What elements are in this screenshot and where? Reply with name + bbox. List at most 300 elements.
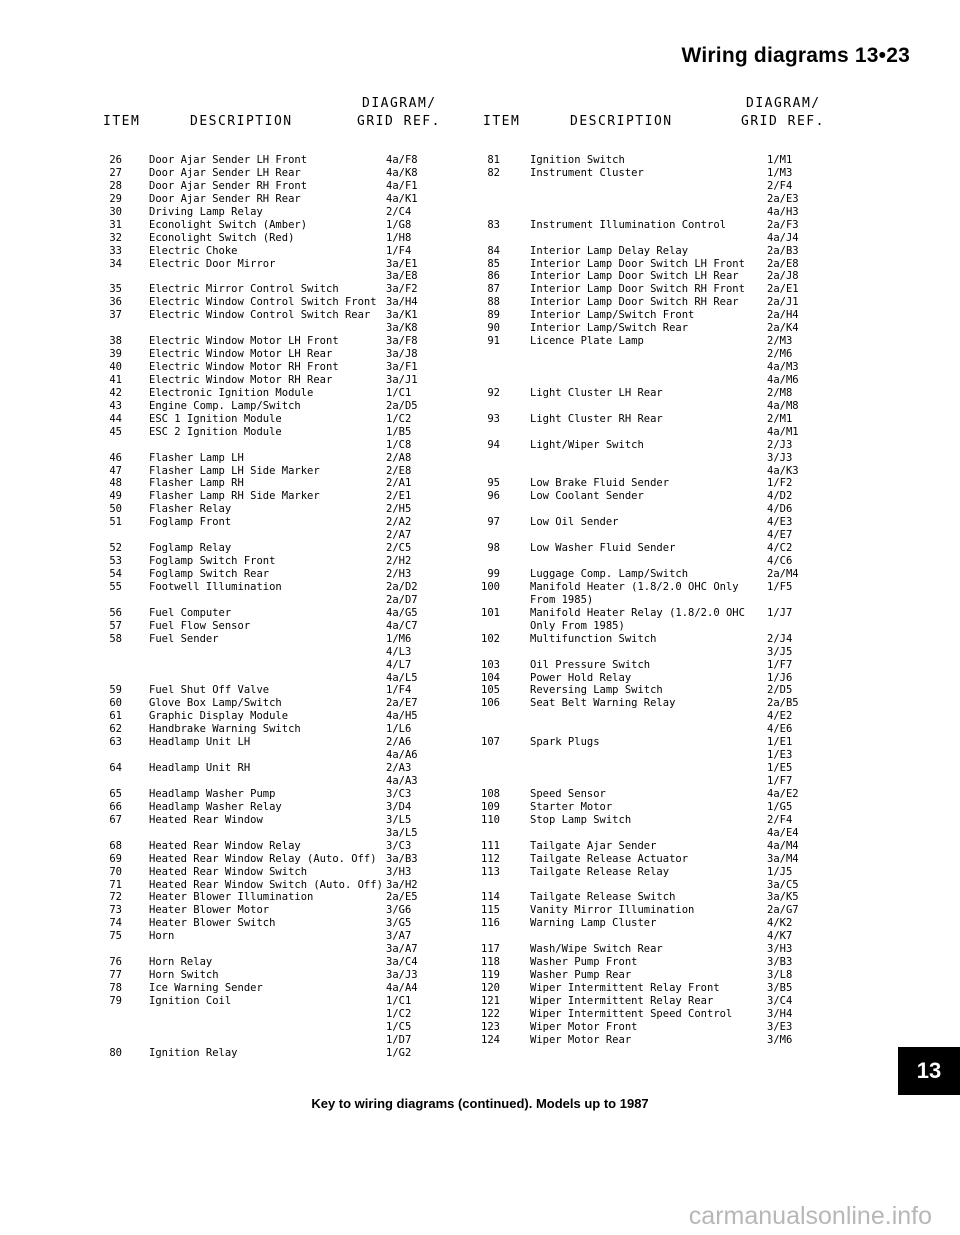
item-number: 60 bbox=[109, 697, 122, 710]
table-row bbox=[470, 1034, 830, 1047]
item-number: 26 bbox=[109, 154, 122, 166]
item-description: Foglamp Front bbox=[149, 516, 232, 529]
table-row bbox=[100, 296, 440, 309]
item-description: Warning Lamp Cluster bbox=[530, 917, 657, 930]
table-row bbox=[470, 697, 830, 710]
grid-reference: 4a/M4 bbox=[767, 839, 799, 852]
table-row bbox=[470, 154, 830, 167]
table-row bbox=[100, 879, 440, 892]
grid-reference: 3a/J1 bbox=[386, 373, 418, 386]
grid-reference: 4a/L5 bbox=[386, 671, 418, 684]
grid-reference: 3a/C5 bbox=[767, 878, 799, 891]
item-description: Low Oil Sender bbox=[530, 516, 619, 529]
left-diagram-heading: DIAGRAM/ bbox=[362, 96, 437, 111]
grid-reference: 4a/E2 bbox=[767, 787, 799, 800]
item-number: 79 bbox=[109, 994, 122, 1007]
grid-reference: 2/F4 bbox=[767, 179, 793, 192]
table-row bbox=[100, 180, 440, 193]
item-number: 30 bbox=[109, 205, 122, 218]
grid-reference: 3/A7 bbox=[386, 930, 412, 943]
grid-reference: 3/L5 bbox=[386, 813, 412, 826]
grid-reference: 3/H3 bbox=[767, 943, 793, 956]
grid-reference: 3/H4 bbox=[767, 1007, 793, 1020]
grid-reference: 4a/M8 bbox=[767, 399, 799, 412]
watermark: carmanualsonline.info bbox=[688, 1202, 932, 1230]
grid-reference: 3/C3 bbox=[386, 787, 412, 800]
table-row bbox=[100, 555, 440, 568]
table-row bbox=[470, 891, 830, 904]
item-description: Headlamp Unit RH bbox=[149, 762, 251, 775]
item-description: Electric Window Control Switch Front bbox=[149, 296, 377, 309]
table-row bbox=[100, 270, 440, 283]
table-row bbox=[470, 322, 830, 335]
grid-reference: 4a/K8 bbox=[386, 166, 418, 179]
grid-reference: 2/M3 bbox=[767, 335, 793, 348]
table-row bbox=[470, 452, 830, 465]
right-diagram-heading: DIAGRAM/ bbox=[746, 96, 821, 111]
item-description: Starter Motor bbox=[530, 800, 613, 813]
table-row bbox=[100, 516, 440, 529]
item-description: Footwell Illumination bbox=[149, 580, 282, 593]
grid-reference: 1/F2 bbox=[767, 477, 793, 490]
table-row bbox=[100, 335, 440, 348]
item-number: 109 bbox=[481, 800, 500, 813]
table-row bbox=[100, 607, 440, 620]
table-row bbox=[470, 542, 830, 555]
table-row bbox=[470, 581, 830, 594]
table-row bbox=[100, 775, 440, 788]
item-number: 113 bbox=[481, 865, 500, 878]
item-number: 37 bbox=[109, 309, 122, 322]
item-description: Door Ajar Sender LH Front bbox=[149, 154, 308, 166]
item-number: 112 bbox=[481, 852, 500, 865]
item-number: 81 bbox=[487, 154, 500, 166]
item-description: Electronic Ignition Module bbox=[149, 386, 314, 399]
table-row bbox=[470, 917, 830, 930]
table-row bbox=[470, 646, 830, 659]
item-description: Headlamp Washer Pump bbox=[149, 787, 276, 800]
table-row bbox=[470, 283, 830, 296]
item-number: 57 bbox=[109, 619, 122, 632]
item-number: 68 bbox=[109, 839, 122, 852]
item-number: 71 bbox=[109, 878, 122, 891]
item-number: 111 bbox=[481, 839, 500, 852]
table-row bbox=[100, 969, 440, 982]
grid-reference: 2a/E7 bbox=[386, 697, 418, 710]
item-number: 56 bbox=[109, 606, 122, 619]
table-row bbox=[470, 180, 830, 193]
table-row bbox=[100, 154, 440, 167]
item-description: Fuel Sender bbox=[149, 632, 219, 645]
grid-reference: 2/A3 bbox=[386, 762, 412, 775]
item-description: Electric Window Motor RH Front bbox=[149, 361, 339, 373]
grid-reference: 3a/J8 bbox=[386, 348, 418, 361]
grid-reference: 2a/J8 bbox=[767, 270, 799, 283]
item-description: Heated Rear Window Relay (Auto. Off) bbox=[149, 852, 377, 865]
item-description: Ignition Switch bbox=[530, 154, 625, 166]
table-row bbox=[470, 814, 830, 827]
grid-reference: 4a/H3 bbox=[767, 205, 799, 218]
grid-reference: 4a/F1 bbox=[386, 179, 418, 192]
item-number: 84 bbox=[487, 244, 500, 257]
grid-reference: 4/K2 bbox=[767, 917, 793, 930]
table-row bbox=[100, 1008, 440, 1021]
item-number: 55 bbox=[109, 580, 122, 593]
grid-reference: 4a/M3 bbox=[767, 361, 799, 373]
table-row bbox=[100, 309, 440, 322]
item-description: Heater Blower Switch bbox=[149, 917, 276, 930]
grid-reference: 1/L6 bbox=[386, 723, 412, 736]
grid-reference: 2a/B5 bbox=[767, 697, 799, 710]
grid-reference: 4/C2 bbox=[767, 542, 793, 555]
grid-reference: 3/G5 bbox=[386, 917, 412, 930]
item-description: Econolight Switch (Amber) bbox=[149, 218, 308, 231]
grid-reference: 2a/M4 bbox=[767, 568, 799, 580]
item-number: 32 bbox=[109, 231, 122, 244]
item-description: Multifunction Switch bbox=[530, 632, 657, 645]
grid-reference: 1/F4 bbox=[386, 244, 412, 257]
grid-reference: 4/E2 bbox=[767, 710, 793, 723]
grid-reference: 4/K7 bbox=[767, 930, 793, 943]
item-number: 54 bbox=[109, 568, 122, 580]
table-row bbox=[470, 633, 830, 646]
table-row bbox=[100, 840, 440, 853]
table-row bbox=[100, 1047, 440, 1060]
grid-reference: 2/A7 bbox=[386, 529, 412, 542]
item-number: 93 bbox=[487, 412, 500, 425]
item-description: Heated Rear Window Switch bbox=[149, 865, 308, 878]
grid-reference: 1/B5 bbox=[386, 425, 412, 438]
grid-reference: 2a/D2 bbox=[386, 580, 418, 593]
grid-reference: 1/M3 bbox=[767, 166, 793, 179]
table-row bbox=[100, 193, 440, 206]
table-row bbox=[100, 490, 440, 503]
grid-reference: 2/H3 bbox=[386, 568, 412, 580]
grid-reference: 1/C5 bbox=[386, 1020, 412, 1033]
grid-reference: 1/G5 bbox=[767, 800, 793, 813]
item-description: Power Hold Relay bbox=[530, 671, 632, 684]
grid-reference: 2/H2 bbox=[386, 555, 412, 568]
grid-reference: 4/C6 bbox=[767, 555, 793, 568]
table-row bbox=[100, 206, 440, 219]
table-row bbox=[470, 309, 830, 322]
grid-reference: 3a/K5 bbox=[767, 891, 799, 904]
item-description: Wash/Wipe Switch Rear bbox=[530, 943, 663, 956]
grid-reference: 3a/C4 bbox=[386, 956, 418, 969]
grid-reference: 2/F4 bbox=[767, 813, 793, 826]
grid-reference: 4a/A3 bbox=[386, 775, 418, 787]
item-number: 40 bbox=[109, 361, 122, 373]
table-row bbox=[100, 283, 440, 296]
item-number: 123 bbox=[481, 1020, 500, 1033]
item-description: Heated Rear Window Relay bbox=[149, 839, 301, 852]
table-row bbox=[470, 930, 830, 943]
table-row bbox=[100, 361, 440, 374]
table-row bbox=[470, 490, 830, 503]
item-description: Electric Mirror Control Switch bbox=[149, 283, 339, 296]
item-description: Graphic Display Module bbox=[149, 710, 289, 723]
table-row bbox=[100, 917, 440, 930]
page-title: Wiring diagrams 13•23 bbox=[681, 44, 910, 67]
table-row bbox=[100, 684, 440, 697]
table-row bbox=[100, 995, 440, 1008]
table-row bbox=[470, 296, 830, 309]
item-number: 124 bbox=[481, 1033, 500, 1046]
table-row bbox=[470, 258, 830, 271]
table-row bbox=[470, 270, 830, 283]
item-description: Wiper Motor Front bbox=[530, 1020, 638, 1033]
table-row bbox=[470, 1008, 830, 1021]
item-description: Interior Lamp Door Switch LH Front bbox=[530, 257, 745, 270]
item-description: Tailgate Release Relay bbox=[530, 865, 670, 878]
item-number: 92 bbox=[487, 386, 500, 399]
item-number: 66 bbox=[109, 800, 122, 813]
table-row bbox=[100, 245, 440, 258]
item-number: 61 bbox=[109, 710, 122, 723]
item-description: Electric Window Motor LH Rear bbox=[149, 348, 333, 361]
item-description: Speed Sensor bbox=[530, 787, 606, 800]
grid-reference: 1/H8 bbox=[386, 231, 412, 244]
grid-reference: 4a/H5 bbox=[386, 710, 418, 723]
grid-reference: 3a/B3 bbox=[386, 852, 418, 865]
table-row bbox=[470, 400, 830, 413]
grid-reference: 2/M8 bbox=[767, 386, 793, 399]
item-description: Low Coolant Sender bbox=[530, 490, 644, 503]
grid-reference: 3a/M4 bbox=[767, 852, 799, 865]
table-row bbox=[100, 853, 440, 866]
item-number: 121 bbox=[481, 994, 500, 1007]
grid-reference: 4a/J4 bbox=[767, 231, 799, 244]
item-number: 98 bbox=[487, 542, 500, 555]
item-number: 115 bbox=[481, 904, 500, 917]
table-row bbox=[470, 982, 830, 995]
item-number: 70 bbox=[109, 865, 122, 878]
table-row bbox=[470, 853, 830, 866]
table-row bbox=[100, 439, 440, 452]
table-row bbox=[470, 219, 830, 232]
item-number: 116 bbox=[481, 917, 500, 930]
item-number: 80 bbox=[109, 1046, 122, 1059]
right-description-heading: DESCRIPTION bbox=[570, 114, 673, 129]
grid-reference: 3a/A7 bbox=[386, 943, 418, 956]
table-row bbox=[100, 426, 440, 439]
item-description: Horn Relay bbox=[149, 956, 213, 969]
table-row bbox=[470, 413, 830, 426]
grid-reference: 3a/F2 bbox=[386, 283, 418, 296]
grid-reference: 1/C2 bbox=[386, 1007, 412, 1020]
item-number: 63 bbox=[109, 736, 122, 749]
grid-reference: 3a/E8 bbox=[386, 270, 418, 283]
grid-reference: 4a/G5 bbox=[386, 606, 418, 619]
table-row bbox=[100, 723, 440, 736]
table-row bbox=[470, 503, 830, 516]
grid-reference: 2/J4 bbox=[767, 632, 793, 645]
item-description: Luggage Comp. Lamp/Switch bbox=[530, 568, 689, 580]
item-description: Tailgate Release Actuator bbox=[530, 852, 689, 865]
table-row bbox=[100, 374, 440, 387]
table-row bbox=[100, 930, 440, 943]
item-number: 101 bbox=[481, 606, 500, 619]
table-row bbox=[470, 439, 830, 452]
item-number: 106 bbox=[481, 697, 500, 710]
left-description-heading: DESCRIPTION bbox=[190, 114, 293, 129]
table-row bbox=[470, 956, 830, 969]
table-row bbox=[470, 374, 830, 387]
table-row bbox=[470, 1021, 830, 1034]
item-description: Oil Pressure Switch bbox=[530, 658, 651, 671]
item-number: 108 bbox=[481, 787, 500, 800]
table-row bbox=[100, 710, 440, 723]
item-description: Flasher Lamp RH bbox=[149, 477, 244, 490]
grid-reference: 2a/J1 bbox=[767, 296, 799, 309]
grid-reference: 4a/A6 bbox=[386, 749, 418, 762]
grid-reference: 1/C1 bbox=[386, 386, 412, 399]
item-description: Spark Plugs bbox=[530, 736, 600, 749]
grid-reference: 3a/F1 bbox=[386, 361, 418, 373]
table-row bbox=[100, 529, 440, 542]
item-number: 110 bbox=[481, 813, 500, 826]
item-description: Ignition Coil bbox=[149, 994, 232, 1007]
item-number: 90 bbox=[487, 322, 500, 335]
item-description: Instrument Illumination Control bbox=[530, 218, 726, 231]
item-description: Interior Lamp Door Switch LH Rear bbox=[530, 270, 739, 283]
table-row bbox=[100, 736, 440, 749]
table-row bbox=[470, 723, 830, 736]
item-number: 48 bbox=[109, 477, 122, 490]
item-number: 87 bbox=[487, 283, 500, 296]
item-description: Light/Wiper Switch bbox=[530, 438, 644, 451]
table-row bbox=[470, 477, 830, 490]
grid-reference: 4a/C7 bbox=[386, 619, 418, 632]
item-number: 34 bbox=[109, 257, 122, 270]
table-row bbox=[470, 672, 830, 685]
table-row bbox=[100, 672, 440, 685]
table-row bbox=[100, 943, 440, 956]
item-number: 86 bbox=[487, 270, 500, 283]
item-description: Wiper Motor Rear bbox=[530, 1033, 632, 1046]
item-description: Flasher Relay bbox=[149, 503, 232, 516]
table-row bbox=[100, 633, 440, 646]
grid-reference: 2a/B3 bbox=[767, 244, 799, 257]
item-description: Headlamp Washer Relay bbox=[149, 800, 282, 813]
item-description: Wiper Intermittent Speed Control bbox=[530, 1007, 733, 1020]
item-number: 95 bbox=[487, 477, 500, 490]
item-number: 85 bbox=[487, 257, 500, 270]
item-description: Door Ajar Sender RH Front bbox=[149, 179, 308, 192]
grid-reference: 3/B3 bbox=[767, 956, 793, 969]
grid-reference: 3a/E1 bbox=[386, 257, 418, 270]
item-description: Interior Lamp Delay Relay bbox=[530, 244, 689, 257]
item-number: 117 bbox=[481, 943, 500, 956]
item-number: 76 bbox=[109, 956, 122, 969]
right-item-heading: ITEM bbox=[483, 114, 521, 129]
item-description: Electric Window Motor LH Front bbox=[149, 335, 339, 348]
item-number: 120 bbox=[481, 982, 500, 994]
table-row bbox=[100, 452, 440, 465]
item-description: Ignition Relay bbox=[149, 1046, 238, 1059]
grid-reference: 2a/E1 bbox=[767, 283, 799, 296]
item-number: 69 bbox=[109, 852, 122, 865]
table-row bbox=[100, 866, 440, 879]
grid-reference: 1/D7 bbox=[386, 1033, 412, 1046]
grid-reference: 2a/E3 bbox=[767, 192, 799, 205]
grid-reference: 2a/F3 bbox=[767, 218, 799, 231]
grid-reference: 2a/K4 bbox=[767, 322, 799, 335]
table-row bbox=[470, 607, 830, 620]
item-description: Low Brake Fluid Sender bbox=[530, 477, 670, 490]
grid-reference: 2/M1 bbox=[767, 412, 793, 425]
grid-reference: 1/J6 bbox=[767, 671, 793, 684]
grid-reference: 2a/E8 bbox=[767, 257, 799, 270]
item-description: Engine Comp. Lamp/Switch bbox=[149, 399, 301, 412]
grid-reference: 1/G8 bbox=[386, 218, 412, 231]
table-row bbox=[100, 801, 440, 814]
item-description: Instrument Cluster bbox=[530, 166, 644, 179]
grid-reference: 2a/G7 bbox=[767, 904, 799, 917]
item-description: Driving Lamp Relay bbox=[149, 205, 263, 218]
table-row bbox=[470, 465, 830, 478]
item-number: 43 bbox=[109, 399, 122, 412]
item-description: Reversing Lamp Switch bbox=[530, 684, 663, 697]
item-description: Licence Plate Lamp bbox=[530, 335, 644, 348]
item-number: 73 bbox=[109, 904, 122, 917]
item-number: 91 bbox=[487, 335, 500, 348]
table-row bbox=[100, 659, 440, 672]
item-description: Fuel Computer bbox=[149, 606, 232, 619]
table-row bbox=[470, 995, 830, 1008]
grid-reference: 1/E5 bbox=[767, 762, 793, 775]
item-number: 45 bbox=[109, 425, 122, 438]
grid-reference: 4a/A4 bbox=[386, 982, 418, 994]
grid-reference: 2/M6 bbox=[767, 348, 793, 361]
grid-reference: 3/J5 bbox=[767, 645, 793, 658]
item-description: Manifold Heater Relay (1.8/2.0 OHC bbox=[530, 606, 745, 619]
table-row bbox=[470, 568, 830, 581]
right-key-table bbox=[470, 154, 830, 1047]
table-row bbox=[470, 348, 830, 361]
grid-reference: 3/M6 bbox=[767, 1033, 793, 1046]
table-row bbox=[470, 387, 830, 400]
table-row bbox=[100, 232, 440, 245]
item-number: 107 bbox=[481, 736, 500, 749]
grid-reference: 4a/E4 bbox=[767, 826, 799, 839]
table-row bbox=[470, 167, 830, 180]
item-number: 94 bbox=[487, 438, 500, 451]
grid-reference: 1/F7 bbox=[767, 658, 793, 671]
item-description: Seat Belt Warning Relay bbox=[530, 697, 676, 710]
item-number: 82 bbox=[487, 166, 500, 179]
item-number: 104 bbox=[481, 671, 500, 684]
grid-reference: 2/C5 bbox=[386, 542, 412, 555]
item-description: Door Ajar Sender LH Rear bbox=[149, 166, 301, 179]
item-description: Manifold Heater (1.8/2.0 OHC Only bbox=[530, 580, 739, 593]
table-row bbox=[100, 956, 440, 969]
item-description: From 1985) bbox=[530, 593, 594, 606]
grid-reference: 4/E7 bbox=[767, 529, 793, 542]
table-row bbox=[100, 167, 440, 180]
table-row bbox=[100, 646, 440, 659]
table-row bbox=[470, 904, 830, 917]
item-description: Washer Pump Front bbox=[530, 956, 638, 969]
grid-reference: 3a/J3 bbox=[386, 969, 418, 982]
item-description: Foglamp Switch Rear bbox=[149, 568, 270, 580]
table-row bbox=[100, 400, 440, 413]
table-row bbox=[100, 413, 440, 426]
table-row bbox=[470, 749, 830, 762]
table-row bbox=[100, 477, 440, 490]
item-description: Stop Lamp Switch bbox=[530, 813, 632, 826]
item-number: 46 bbox=[109, 451, 122, 464]
